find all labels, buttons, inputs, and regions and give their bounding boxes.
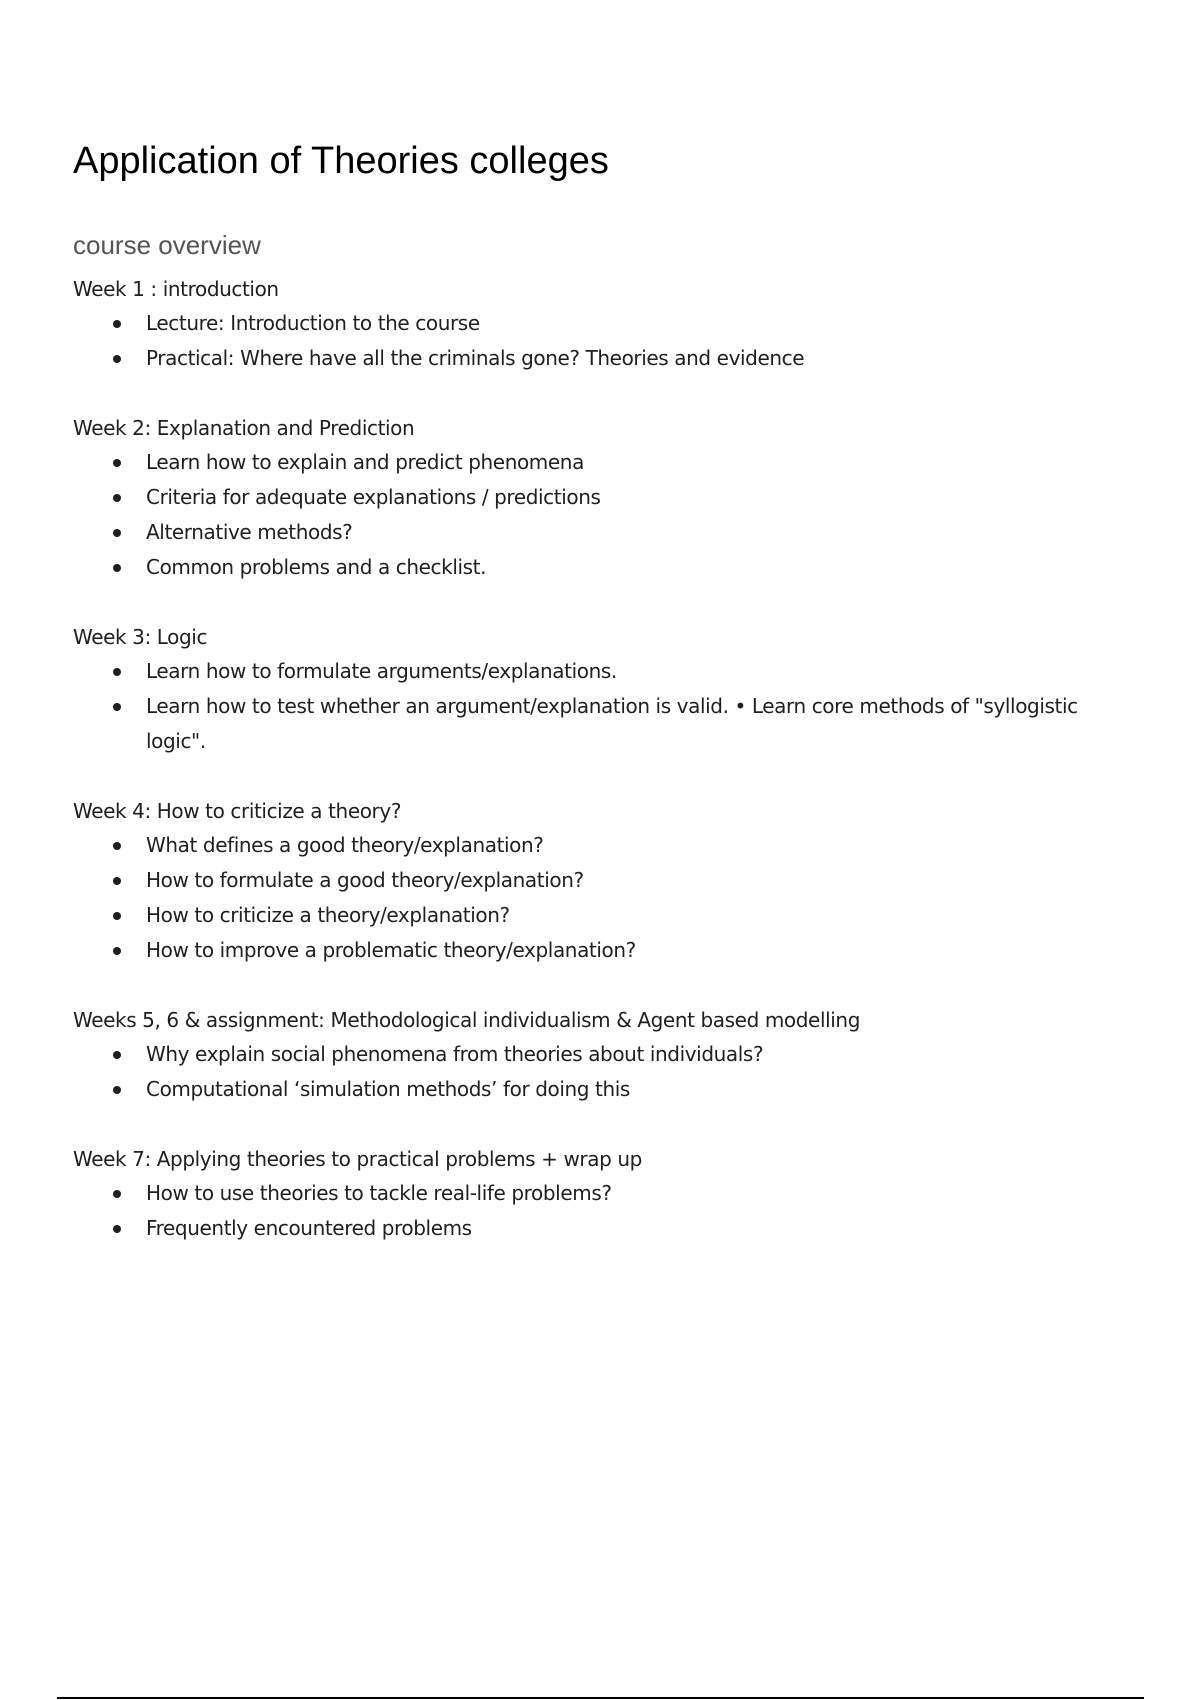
week-heading: Week 7: Applying theories to practical problems + wrap up [73,1147,642,1171]
bullet-icon [113,355,121,363]
week-heading: Week 3: Logic [73,625,208,649]
bullet-icon [113,668,121,676]
list-item-text: Alternative methods? [146,520,353,544]
list-item [73,654,1133,689]
list-item [73,341,1133,376]
list-item-text: Lecture: Introduction to the course [146,311,480,335]
list-item-text: Learn how to explain and predict phenomena [146,450,584,474]
list-item [73,828,1133,863]
bullet-icon [113,877,121,885]
list-item-text: Learn how to test whether an argument/explanation is valid. • Learn core methods of "syllogistic logic". [146,694,1078,753]
list-item-text: Computational ‘simulation methods’ for doing this [146,1077,630,1101]
list-item-text: How to use theories to tackle real-life problems? [146,1181,612,1205]
bullet-icon [113,494,121,502]
bullet-icon [113,320,121,328]
bullet-icon [113,947,121,955]
list-item [73,689,1133,759]
bullet-icon [113,1051,121,1059]
page-bottom-rule [57,1697,1144,1699]
week-item-list [73,654,1133,759]
list-item [73,898,1133,933]
week-4-section [73,794,1133,968]
week-2-section [73,411,1133,585]
week-heading: Week 4: How to criticize a theory? [73,799,402,823]
bullet-icon [113,912,121,920]
list-item [73,1072,1133,1107]
week-item-list [73,1037,1133,1107]
list-item-text: What defines a good theory/explanation? [146,833,544,857]
list-item [73,306,1133,341]
week-5-6-section [73,1003,1133,1107]
list-item [73,445,1133,480]
list-item-text: How to formulate a good theory/explanation? [146,868,584,892]
document-subtitle: course overview [73,230,261,260]
list-item-text: How to criticize a theory/explanation? [146,903,510,927]
list-item [73,515,1133,550]
list-item [73,863,1133,898]
week-heading: Week 2: Explanation and Prediction [73,416,415,440]
week-item-list [73,306,1133,376]
bullet-icon [113,564,121,572]
list-item [73,1211,1133,1246]
list-item-text: Practical: Where have all the criminals gone? Theories and evidence [146,346,805,370]
course-overview-section [73,272,1133,1281]
list-item-text: Common problems and a checklist. [146,555,487,579]
week-3-section [73,620,1133,759]
week-item-list [73,828,1133,968]
bullet-icon [113,842,121,850]
list-item-text: Learn how to formulate arguments/explanations. [146,659,617,683]
bullet-icon [113,1190,121,1198]
list-item-text: How to improve a problematic theory/explanation? [146,938,636,962]
week-7-section [73,1142,1133,1246]
week-heading: Week 1 : introduction [73,277,279,301]
week-item-list [73,1176,1133,1246]
list-item [73,1037,1133,1072]
bullet-icon [113,1225,121,1233]
week-item-list [73,445,1133,585]
list-item [73,1176,1133,1211]
list-item-text: Criteria for adequate explanations / predictions [146,485,601,509]
bullet-icon [113,459,121,467]
bullet-icon [113,529,121,537]
bullet-icon [113,1086,121,1094]
list-item [73,480,1133,515]
list-item-text: Why explain social phenomena from theories about individuals? [146,1042,764,1066]
week-heading: Weeks 5, 6 & assignment: Methodological individualism & Agent based modelling [73,1008,861,1032]
list-item [73,933,1133,968]
list-item-text: Frequently encountered problems [146,1216,472,1240]
bullet-icon [113,703,121,711]
list-item [73,550,1133,585]
document-title: Application of Theories colleges [73,140,609,182]
week-1-section [73,272,1133,376]
